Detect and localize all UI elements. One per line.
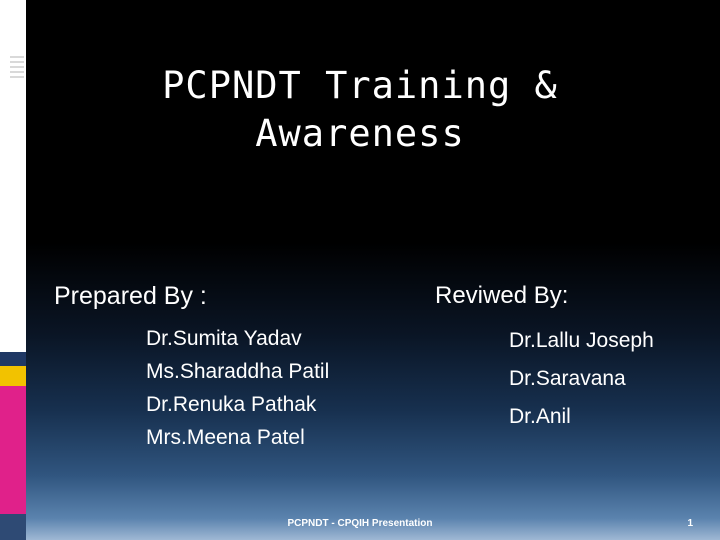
- rail-square-yellow-icon: [10, 368, 24, 382]
- rail-square-dark-icon: [10, 352, 24, 366]
- reviewed-by-column: [435, 281, 710, 437]
- left-decorative-rail: [0, 0, 26, 540]
- slide-number: 1: [687, 518, 693, 529]
- rail-segment-white: [0, 0, 26, 352]
- prepared-by-heading: Prepared By :: [54, 282, 207, 310]
- list-item: Mrs.Meena Patel: [146, 426, 305, 449]
- reviewed-by-heading: Reviwed By:: [435, 282, 569, 309]
- footer-text: PCPNDT - CPQIH Presentation: [287, 518, 433, 529]
- list-item: Dr.Saravana: [509, 367, 626, 390]
- list-item: Ms.Sharaddha Patil: [146, 360, 330, 383]
- slide-footer: [0, 514, 720, 540]
- prepared-by-list: [54, 323, 384, 453]
- reviewed-by-list: [435, 323, 710, 435]
- list-item: Dr.Sumita Yadav: [146, 327, 302, 350]
- prepared-by-column: [54, 281, 384, 455]
- list-item: Dr.Anil: [509, 405, 571, 428]
- rail-segment-magenta: [0, 386, 26, 514]
- rail-ticks-icon: [10, 56, 24, 82]
- slide-title: PCPNDT Training & Awareness: [162, 64, 558, 155]
- list-item: Dr.Renuka Pathak: [146, 393, 317, 416]
- list-item: Dr.Lallu Joseph: [509, 329, 654, 352]
